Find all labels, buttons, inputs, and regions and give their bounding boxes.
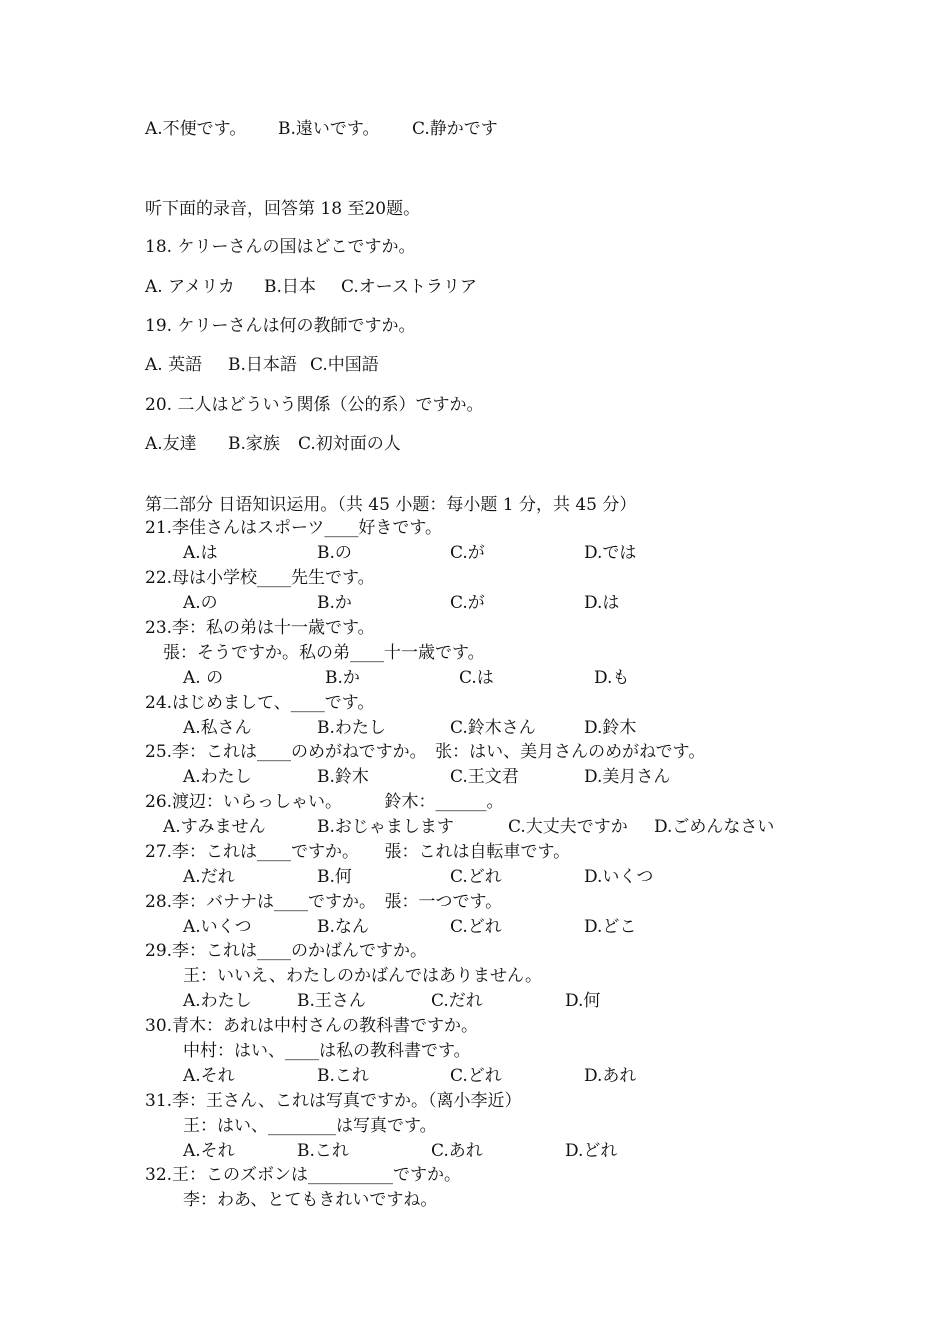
q18-option-a: A. アメリカ: [145, 277, 235, 297]
q25-option-a: A.わたし: [183, 767, 252, 787]
q23-option-a: A. の: [183, 668, 224, 688]
q30-option-b: B.これ: [317, 1066, 369, 1086]
q25-option-b: B.鈴木: [317, 767, 369, 787]
question-29-reply: 王：いいえ、わたしのかばんではありません。: [183, 966, 543, 986]
question-32-reply: 李：わあ、とてもきれいですね。: [183, 1190, 438, 1210]
q30-option-a: A.それ: [183, 1066, 235, 1086]
option-b: B.遠いです。: [278, 119, 380, 139]
q19-option-b: B.日本語: [228, 355, 297, 375]
q27-option-b: B.何: [317, 867, 352, 887]
q20-option-c: C.初対面の人: [298, 434, 401, 454]
question-31-reply: 王：はい、________は写真です。: [183, 1116, 437, 1136]
question-22: 22.母は小学校____先生です。: [145, 568, 375, 588]
q28-option-d: D.どこ: [584, 917, 637, 937]
q25-option-c: C.王文君: [450, 767, 519, 787]
question-30: 30.青木：あれは中村さんの教科書ですか。: [145, 1016, 479, 1036]
question-24: 24.はじめまして、____です。: [145, 693, 375, 713]
q23-option-b: B.か: [325, 668, 360, 688]
q19-option-c: C.中国語: [310, 355, 379, 375]
q29-option-d: D.何: [565, 991, 601, 1011]
q20-option-a: A.友達: [145, 434, 197, 454]
question-28: 28.李：バナナは____ですか。 張：一つです。: [145, 892, 503, 912]
q30-option-c: C.どれ: [450, 1066, 502, 1086]
question-25: 25.李：これは____のめがねですか。 张：はい、美月さんのめがねです。: [145, 742, 706, 762]
q18-option-b: B.日本: [264, 277, 316, 297]
q29-option-b: B.王さん: [297, 991, 366, 1011]
q28-option-a: A.いくつ: [183, 917, 252, 937]
q23-option-d: D.も: [594, 668, 630, 688]
q31-option-b: B.これ: [297, 1141, 349, 1161]
question-27: 27.李：これは____ですか。 張：これは自転車です。: [145, 842, 571, 862]
question-30-reply: 中村：はい、____は私の教科書です。: [183, 1041, 471, 1061]
question-23-reply: 張：そうですか。私の弟____十一歳です。: [163, 643, 485, 663]
q27-option-d: D.いくつ: [584, 867, 654, 887]
q26-option-c: C.大丈夫ですか: [508, 817, 628, 837]
q29-option-c: C.だれ: [431, 991, 483, 1011]
q24-option-d: D.鈴木: [584, 718, 637, 738]
q31-option-c: C.あれ: [431, 1141, 483, 1161]
q21-option-c: C.が: [450, 543, 485, 563]
q18-option-c: C.オーストラリア: [341, 277, 477, 297]
listen-instruction: 听下面的录音，回答第 18 至20题。: [145, 199, 421, 219]
q22-option-c: C.が: [450, 593, 485, 613]
q24-option-c: C.鈴木さん: [450, 718, 536, 738]
q21-option-a: A.は: [183, 543, 218, 563]
q24-option-b: B.わたし: [317, 718, 386, 738]
q20-option-b: B.家族: [228, 434, 280, 454]
q31-option-d: D.どれ: [565, 1141, 618, 1161]
q28-option-c: C.どれ: [450, 917, 502, 937]
q21-option-b: B.の: [317, 543, 352, 563]
q30-option-d: D.あれ: [584, 1066, 637, 1086]
option-a: A.不便です。: [145, 119, 247, 139]
part2-title: 第二部分 日语知识运用。（共 45 小题：每小题 1 分，共 45 分）: [145, 495, 637, 515]
question-29: 29.李：これは____のかばんですか。: [145, 941, 428, 961]
question-31: 31.李：王さん、これは写真ですか。（离小李近）: [145, 1091, 522, 1111]
q28-option-b: B.なん: [317, 917, 369, 937]
q23-option-c: C.は: [459, 668, 494, 688]
q27-option-c: C.どれ: [450, 867, 502, 887]
option-c: C.静かです: [412, 119, 498, 139]
question-23: 23.李：私の弟は十一歳です。: [145, 618, 375, 638]
question-32: 32.王：このズボンは__________ですか。: [145, 1165, 462, 1185]
question-19: 19. ケリーさんは何の教師ですか。: [145, 316, 416, 336]
q22-option-d: D.は: [584, 593, 620, 613]
q22-option-b: B.か: [317, 593, 352, 613]
q26-option-b: B.おじゃまします: [317, 817, 454, 837]
q21-option-d: D.では: [584, 543, 637, 563]
question-20: 20. 二人はどういう関係（公的系）ですか。: [145, 395, 484, 415]
q26-option-a: A.すみません: [163, 817, 266, 837]
q27-option-a: A.だれ: [183, 867, 235, 887]
q22-option-a: A.の: [183, 593, 218, 613]
question-26: 26.渡辺：いらっしゃい。 鈴木：______。: [145, 792, 504, 812]
q31-option-a: A.それ: [183, 1141, 235, 1161]
q19-option-a: A. 英語: [145, 355, 203, 375]
q29-option-a: A.わたし: [183, 991, 252, 1011]
q25-option-d: D.美月さん: [584, 767, 671, 787]
q26-option-d: D.ごめんなさい: [654, 817, 775, 837]
question-18: 18. ケリーさんの国はどこですか。: [145, 237, 416, 257]
q24-option-a: A.私さん: [183, 718, 252, 738]
question-21: 21.李佳さんはスポーツ____好きです。: [145, 518, 442, 538]
